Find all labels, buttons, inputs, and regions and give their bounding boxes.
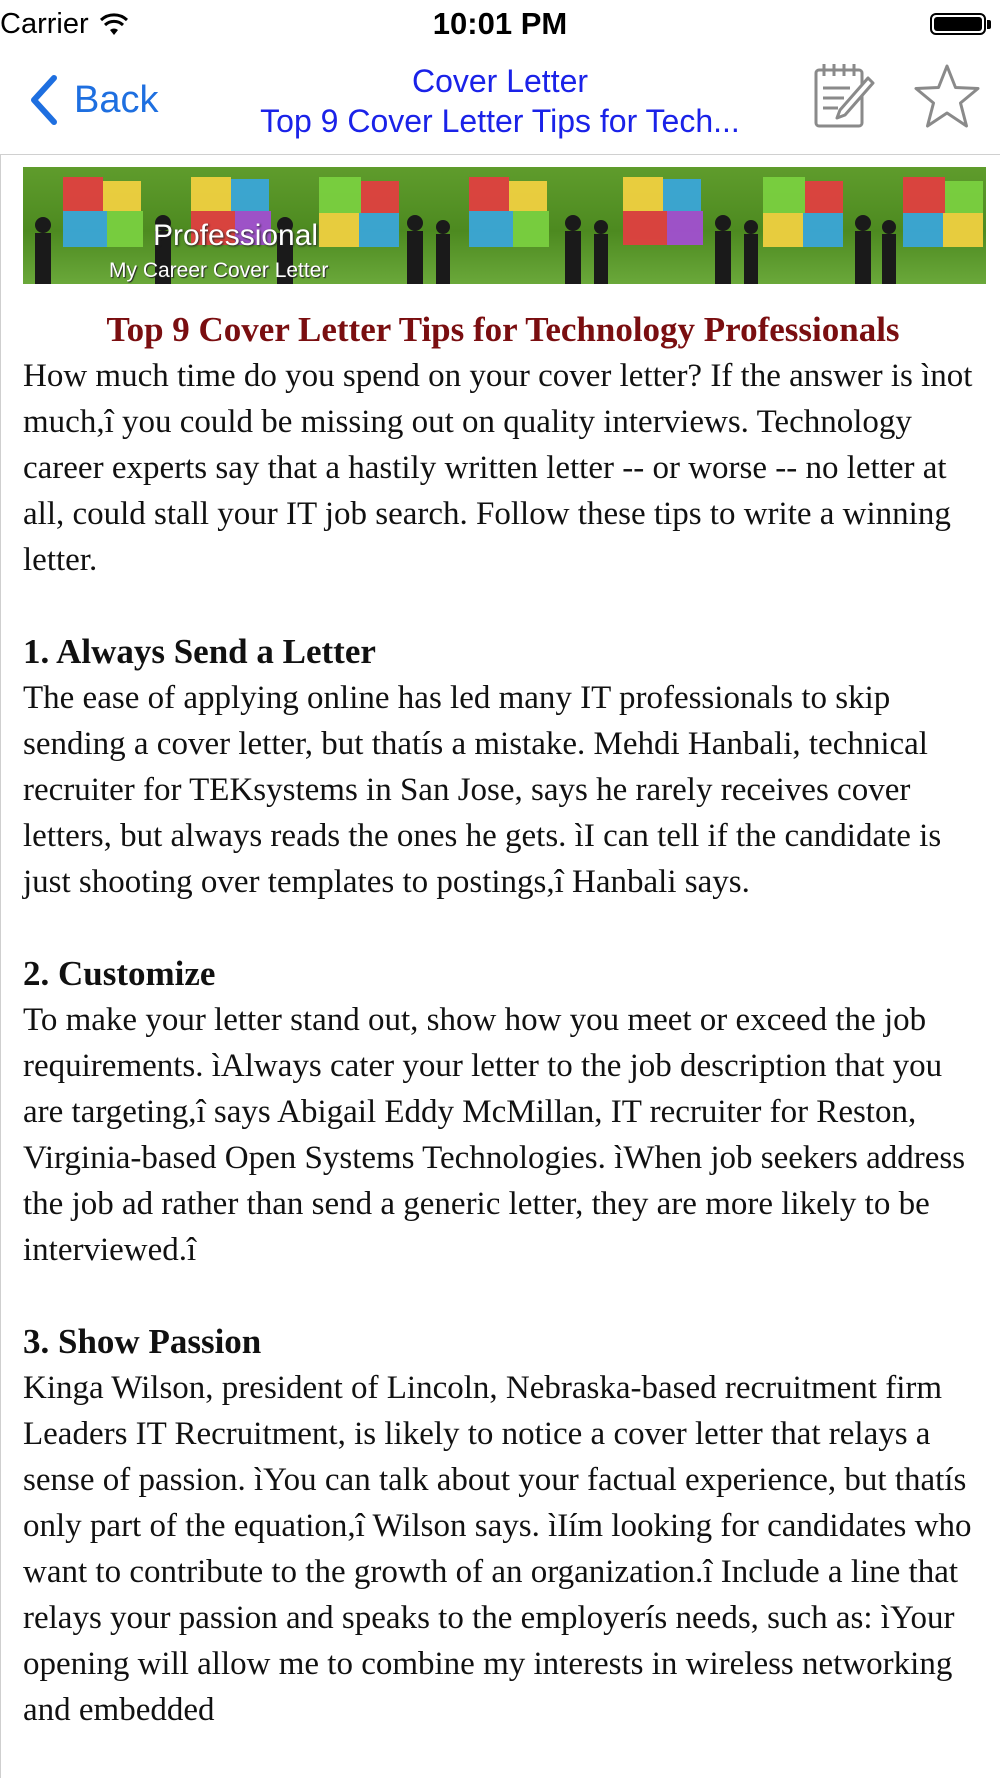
section-heading: 3. Show Passion bbox=[23, 1322, 262, 1361]
back-label: Back bbox=[74, 78, 159, 121]
carrier-label: Carrier bbox=[0, 8, 89, 40]
nav-subtitle: Top 9 Cover Letter Tips for Tech... bbox=[260, 103, 740, 139]
nav-title-block bbox=[210, 62, 790, 142]
back-button[interactable] bbox=[26, 72, 158, 128]
banner-title: Professional bbox=[153, 219, 319, 252]
section-body: Kinga Wilson, president of Lincoln, Nebraska-based recruitment firm Leaders IT Recruitment, is likely to notice a cover letter that relays a sense of passion. ìYou can talk about your factual experience, but thatís only part of the equation,î Wilson says. ìIím looking for candidates who want to contribute to the growth of an organization.î Include a line that relays your passion and speaks to the employerís needs, such as: ìYour opening will allow me to combine my interests in wireless networking and embedded bbox=[23, 1370, 972, 1728]
article-title: Top 9 Cover Letter Tips for Technology Professionals bbox=[106, 310, 900, 349]
status-time: 10:01 PM bbox=[432, 6, 568, 41]
article-content[interactable] bbox=[0, 155, 1000, 1778]
star-outline-icon[interactable] bbox=[912, 62, 982, 132]
navigation-bar bbox=[0, 48, 1000, 155]
banner-subtitle: My Career Cover Letter bbox=[109, 259, 329, 282]
header-banner-image bbox=[23, 167, 986, 284]
article-body bbox=[23, 307, 983, 1733]
nav-title: Cover Letter bbox=[411, 63, 589, 99]
notes-edit-icon[interactable] bbox=[810, 60, 876, 132]
status-bar bbox=[0, 0, 1000, 48]
section-heading: 1. Always Send a Letter bbox=[23, 632, 376, 671]
section-heading: 2. Customize bbox=[23, 954, 216, 993]
section-body: The ease of applying online has led many IT professionals to skip sending a cover letter, but thatís a mistake. Mehdi Hanbali, technical recruiter for TEKsystems in San Jose, says he rarely receives cover letters, but always reads the ones he gets. ìI can tell if the candidate is just shooting over templates to postings,î Hanbali says. bbox=[23, 680, 942, 900]
battery-icon bbox=[930, 13, 986, 35]
chevron-left-icon bbox=[26, 72, 62, 128]
article-intro: How much time do you spend on your cover letter? If the answer is ìnot much,î you could be missing out on quality interviews. Technology career experts say that a hastily written letter -- or worse -- no letter at all, could stall your IT job search. Follow these tips to write a winning letter. bbox=[23, 358, 973, 578]
section-body: To make your letter stand out, show how you meet or exceed the job requirements. ìAlways cater your letter to the job description that you are targeting,î says Abigail Eddy McMillan, IT recruiter for Reston, Virginia-based Open Systems Technologies. ìWhen job seekers address the job ad rather than send a generic letter, they are more likely to be interviewed.î bbox=[23, 1002, 966, 1268]
